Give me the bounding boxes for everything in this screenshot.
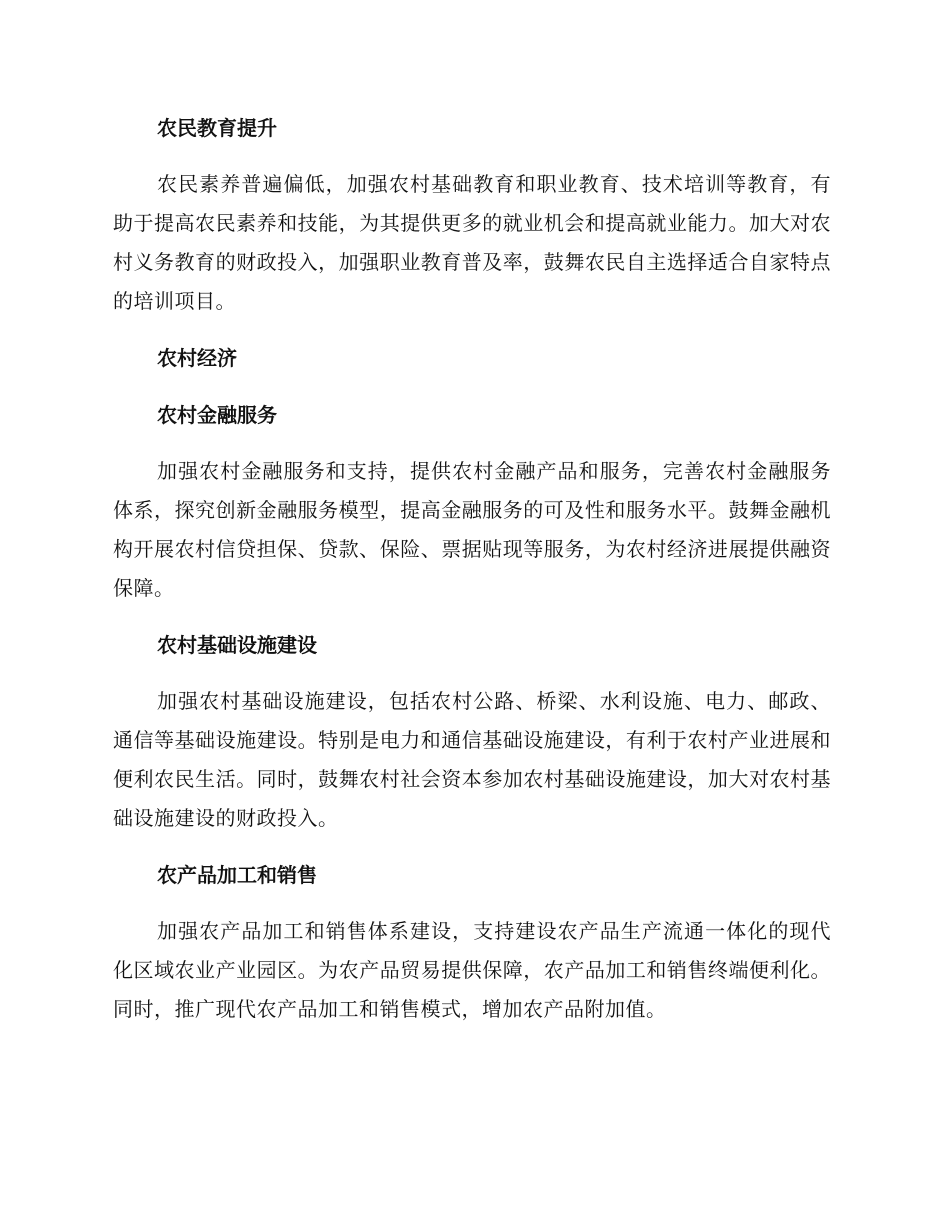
section-heading-agri-processing: 农产品加工和销售 <box>157 863 317 887</box>
section-heading-farmer-education: 农民教育提升 <box>157 116 277 140</box>
document-body <box>113 108 831 1046</box>
paragraph-farmer-education: 农民素养普遍偏低，加强农村基础教育和职业教育、技术培训等教育，有助于提高农民素养和技能，为其提供更多的就业机会和提高就业能力。加大对农村义务教育的财政投入，加强职业教育普及率，鼓舞农民自主选择适合自家特点的培训项目。 <box>113 172 831 313</box>
paragraph-rural-infrastructure: 加强农村基础设施建设，包括农村公路、桥梁、水利设施、电力、邮政、通信等基础设施建设。特别是电力和通信基础设施建设，有利于农村产业进展和便利农民生活。同时，鼓舞农村社会资本参加农村基础设施建设，加大对农村基础设施建设的财政投入。 <box>113 689 831 830</box>
section-heading-rural-finance: 农村金融服务 <box>157 403 277 427</box>
paragraph-rural-finance: 加强农村金融服务和支持，提供农村金融产品和服务，完善农村金融服务体系，探究创新金融服务模型，提高金融服务的可及性和服务水平。鼓舞金融机构开展农村信贷担保、贷款、保险、票据贴现等服务，为农村经济进展提供融资保障。 <box>113 459 831 600</box>
paragraph-agri-processing: 加强农产品加工和销售体系建设，支持建设农产品生产流通一体化的现代化区域农业产业园区。为农产品贸易提供保障，农产品加工和销售终端便利化。同时，推广现代农产品加工和销售模式，增加农产品附加值。 <box>113 919 831 1021</box>
section-heading-rural-economy: 农村经济 <box>157 346 237 370</box>
section-heading-rural-infrastructure: 农村基础设施建设 <box>157 633 317 657</box>
